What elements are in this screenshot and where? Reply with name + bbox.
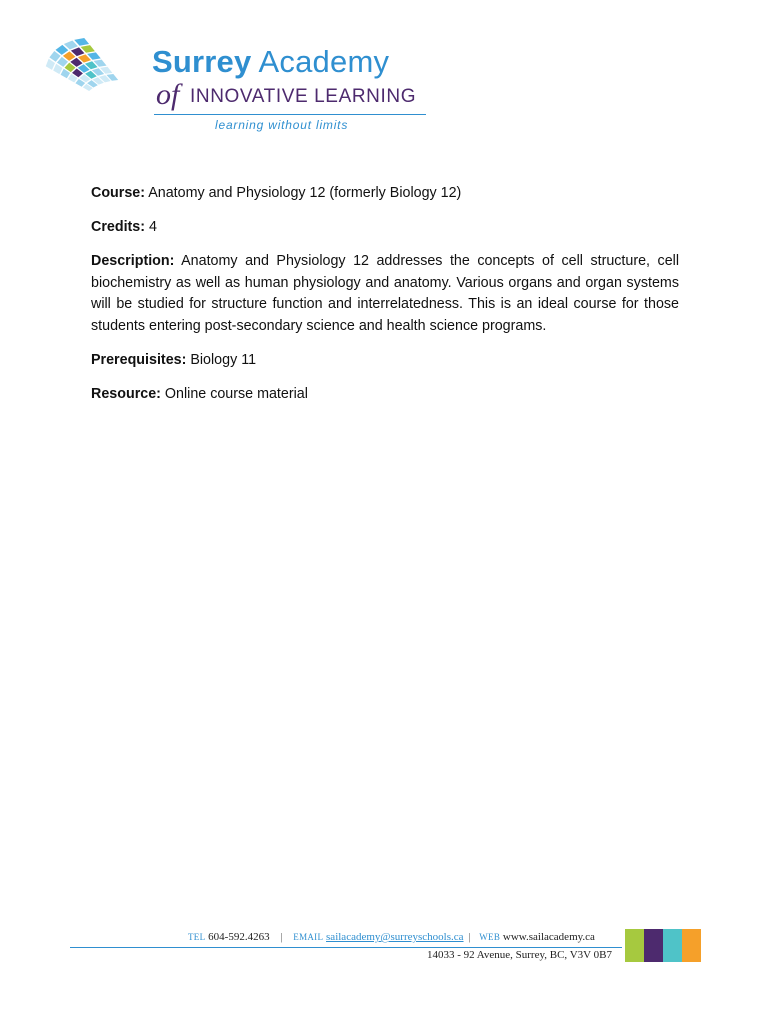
credits-line (91, 217, 679, 239)
logo-divider (154, 114, 426, 115)
logo-subtitle: INNOVATIVE LEARNING (190, 86, 417, 107)
course-label: Course: (91, 185, 146, 201)
email-link[interactable]: sailacademy@surreyschools.ca (326, 931, 464, 943)
web-label: WEB (479, 932, 501, 942)
prerequisites-label: Prerequisites: (91, 351, 187, 368)
logo-of: of (156, 78, 180, 111)
swatch-purple (644, 929, 663, 962)
description-value: Anatomy and Physiology 12 addresses the concepts of cell structure, cell biochemistry as well as human physiology and anatomy. Various organs and organ systems will be studied for structure function and interrelatedness. This is an ideal course for those students entering post-secondary science and health science programs. (91, 253, 679, 334)
logo-title (152, 44, 389, 80)
description-paragraph (91, 251, 679, 337)
swatch-teal (663, 929, 682, 962)
separator: | (280, 931, 283, 943)
email-label: EMAIL (293, 932, 324, 942)
resource-line (91, 384, 679, 406)
swatch-green (625, 929, 644, 962)
prerequisites-value: Biology 11 (186, 351, 257, 368)
resource-value: Online course material (160, 385, 308, 402)
logo-tagline: learning without limits (215, 118, 349, 132)
credits-label: Credits: (91, 219, 146, 235)
swatch-orange (682, 929, 701, 962)
logo-tile (74, 38, 89, 46)
tel-label: TEL (188, 932, 206, 942)
description-label: Description: (91, 253, 175, 269)
logo-tile (46, 59, 55, 70)
logo-title-surrey: Surrey (152, 44, 252, 79)
footer-divider (70, 947, 622, 948)
credits-value: 4 (145, 219, 157, 235)
footer-address: 14033 - 92 Avenue, Surrey, BC, V3V 0B7 (426, 949, 612, 961)
prerequisites-line (91, 350, 679, 372)
course-line (91, 183, 679, 205)
separator: | (468, 931, 471, 943)
resource-label: Resource: (91, 385, 161, 402)
web-value: www.sailacademy.ca (502, 931, 595, 943)
tel-value: 604-592.4263 (208, 931, 270, 943)
footer-contact (188, 931, 595, 943)
course-details (91, 183, 679, 418)
logo-title-academy: Academy (251, 44, 390, 79)
footer-color-swatches (625, 929, 701, 962)
course-value: Anatomy and Physiology 12 (formerly Biology 12) (145, 185, 462, 201)
